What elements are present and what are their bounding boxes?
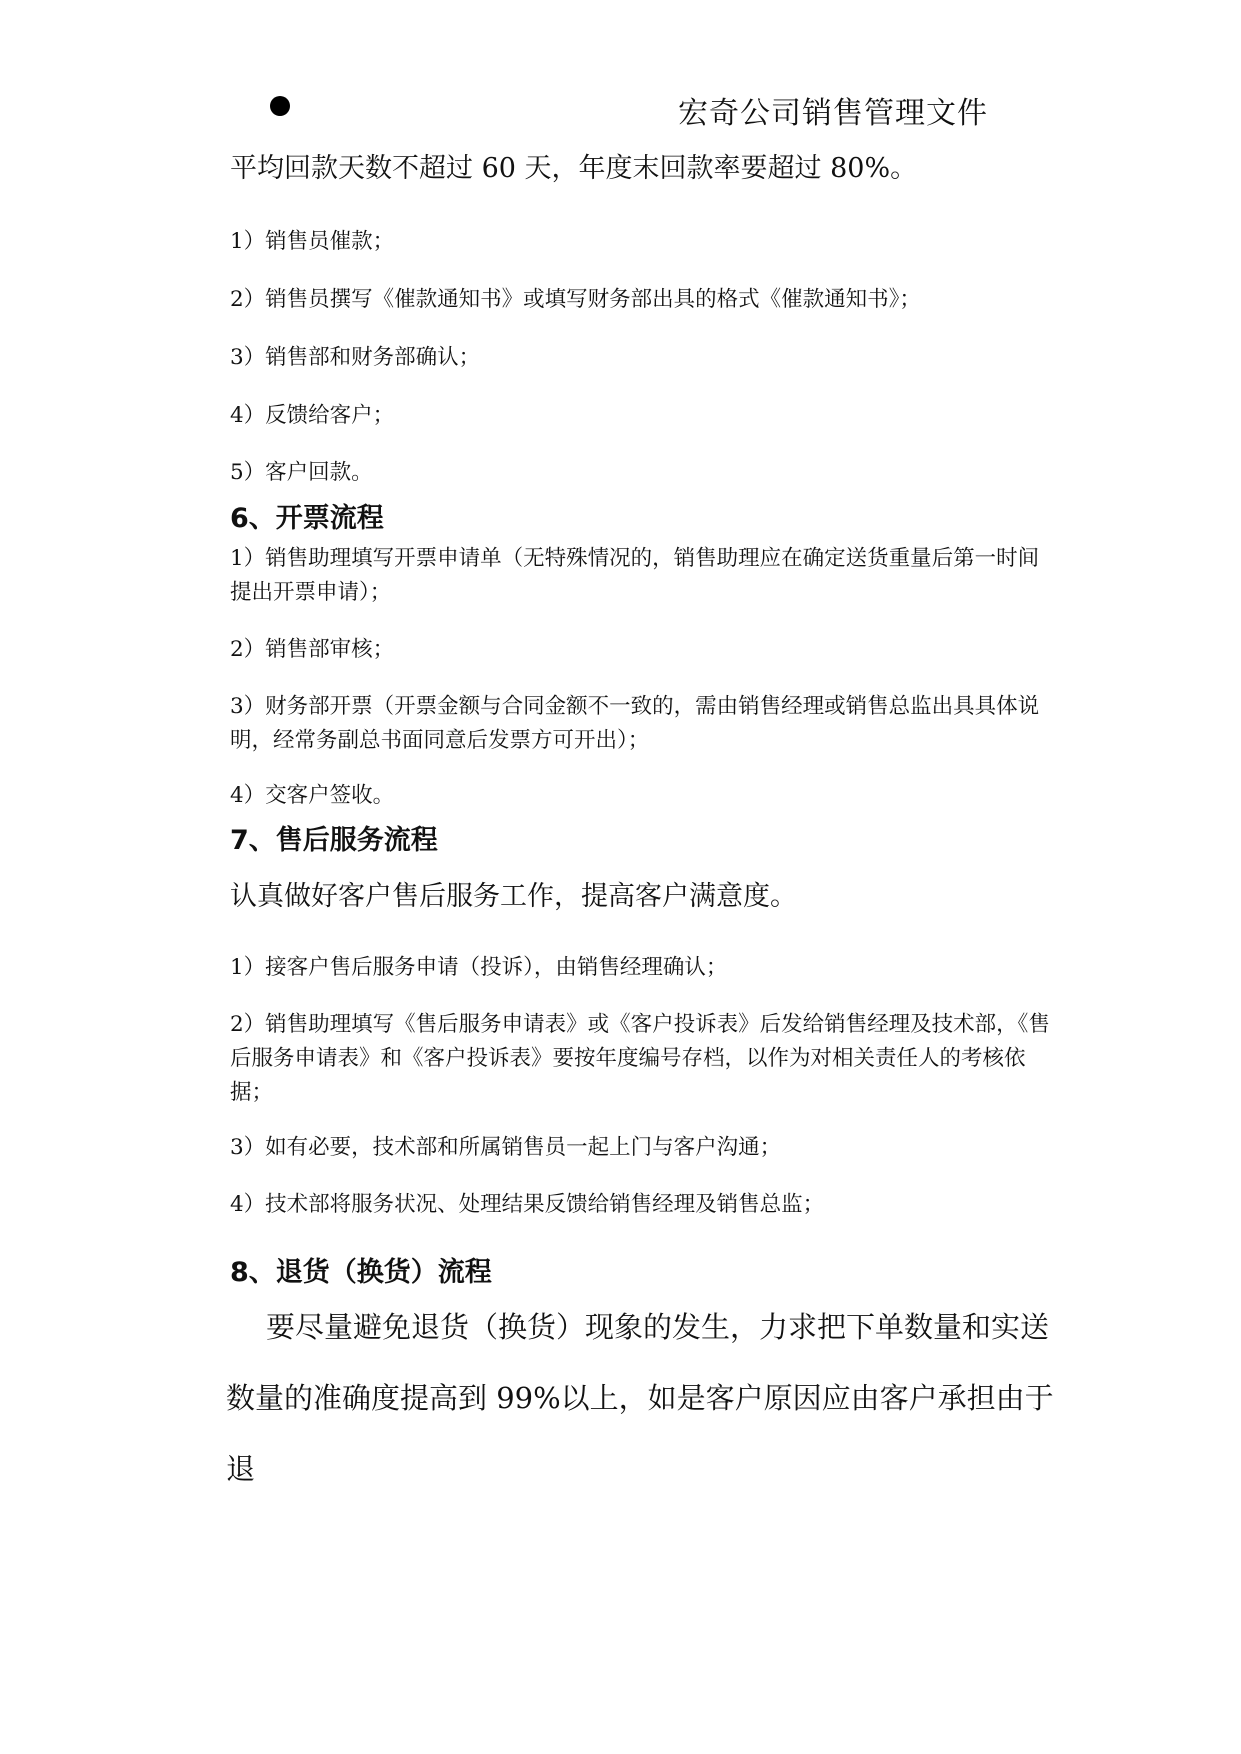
section-6-heading: 6、开票流程 xyxy=(230,503,384,534)
section-7-step-1: 1）接客户售后服务申请（投诉），由销售经理确认； xyxy=(230,955,728,980)
collection-step-2: 2）销售员撰写《催款通知书》或填写财务部出具的格式《催款通知书》； xyxy=(230,287,921,312)
section-6-step-3: 3）财务部开票（开票金额与合同金额不一致的，需由销售经理或销售总监出具具体说明，经常务副总书面同意后发票方可开出）； xyxy=(230,694,1040,753)
bullet-icon xyxy=(270,96,290,116)
page-header-title: 宏奇公司销售管理文件 xyxy=(678,96,988,131)
section-8-heading: 8、退货（换货）流程 xyxy=(230,1257,492,1288)
section-8-body: 要尽量避免退货（换货）现象的发生，力求把下单数量和实送数量的准确度提高到 99%以上，如是客户原因应由客户承担由于退 xyxy=(226,1310,1054,1486)
collection-step-3: 3）销售部和财务部确认； xyxy=(230,345,481,370)
section-7-step-2: 2）销售助理填写《售后服务申请表》或《客户投诉表》后发给销售经理及技术部，《售后服务申请表》和《客户投诉表》要按年度编号存档，以作为对相关责任人的考核依据； xyxy=(230,1012,1050,1105)
section-6-step-4: 4）交客户签收。 xyxy=(230,783,395,808)
section-7-intro: 认真做好客户售后服务工作，提高客户满意度。 xyxy=(230,881,797,912)
section-7-heading: 7、售后服务流程 xyxy=(230,825,438,856)
section-6-step-1: 1）销售助理填写开票申请单（无特殊情况的，销售助理应在确定送货重量后第一时间提出开票申请）； xyxy=(230,546,1040,605)
section-7-step-4: 4）技术部将服务状况、处理结果反馈给销售经理及销售总监； xyxy=(230,1192,825,1217)
collection-step-5: 5）客户回款。 xyxy=(230,460,373,485)
collection-step-4: 4）反馈给客户； xyxy=(230,403,395,428)
intro-line: 平均回款天数不超过 60 天，年度末回款率要超过 80%。 xyxy=(230,153,918,184)
collection-step-1: 1）销售员催款； xyxy=(230,229,395,254)
section-6-step-2: 2）销售部审核； xyxy=(230,637,395,662)
section-7-step-3: 3）如有必要，技术部和所属销售员一起上门与客户沟通； xyxy=(230,1135,782,1160)
